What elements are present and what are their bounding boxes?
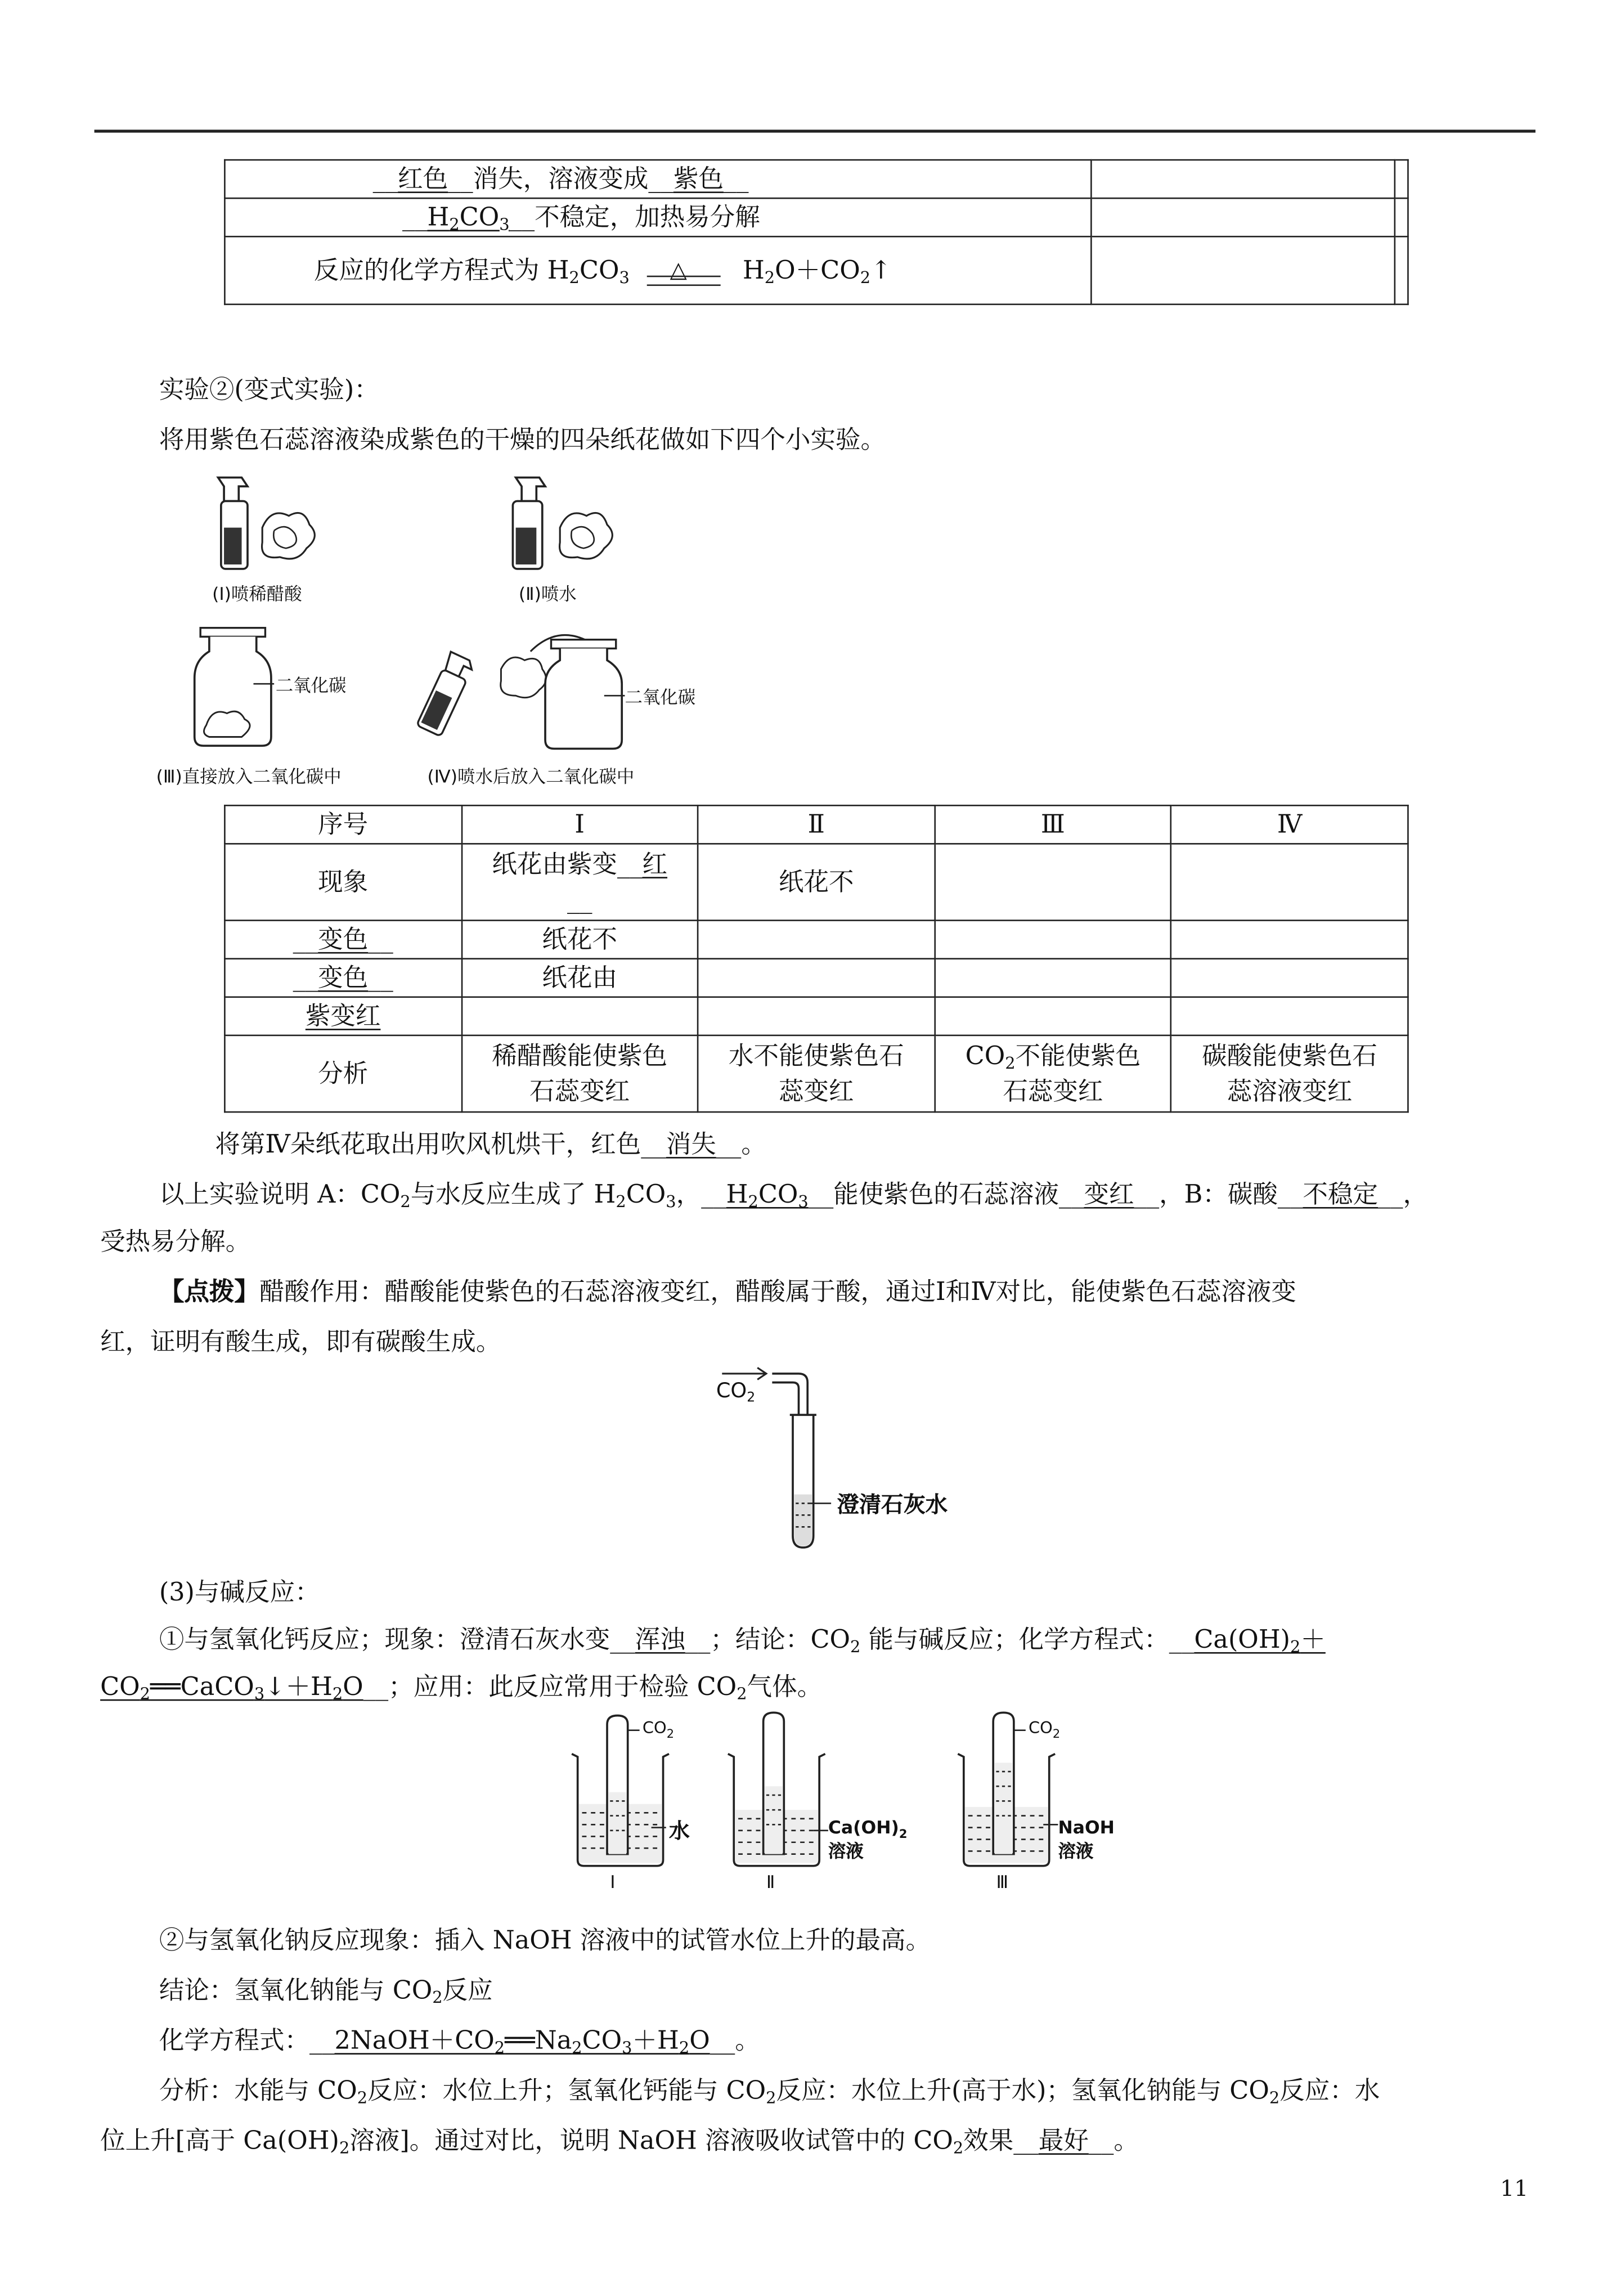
table-cell <box>1171 959 1408 997</box>
text: ①与氢氧化钙反应；现象：澄清石灰水变 <box>159 1625 610 1656</box>
table-cell <box>461 1035 698 1112</box>
text: 分析：水能与 CO <box>159 2077 357 2106</box>
co2-label <box>1029 1718 1061 1741</box>
text: 效果 <box>963 2127 1014 2156</box>
text: ＋H <box>632 2026 679 2056</box>
subscript: 2 <box>339 2138 350 2158</box>
top-table-cell <box>1092 198 1395 236</box>
table-row-label: 现象 <box>224 844 461 920</box>
tip <box>159 1271 1296 1307</box>
beaker-number: Ⅱ <box>766 1872 775 1893</box>
co2-label <box>716 1379 756 1406</box>
text: CO <box>579 255 619 285</box>
text: O <box>689 2026 710 2056</box>
subscript: 3 <box>619 267 630 287</box>
table-row-label <box>224 997 461 1035</box>
table-cell <box>1171 997 1408 1035</box>
beaker-number: Ⅰ <box>610 1872 616 1893</box>
subscript: 3 <box>622 2038 632 2058</box>
text: 位上升[高于 Ca(OH) <box>100 2127 339 2156</box>
table-header: 序号 <box>224 805 461 844</box>
gas-label: 二氧化碳 <box>625 687 696 708</box>
top-table-cell <box>1092 160 1395 198</box>
text: 蕊变红 <box>778 1077 854 1106</box>
table-cell <box>935 959 1171 997</box>
spray-water-figure <box>501 469 648 575</box>
paragraph <box>159 2069 1380 2106</box>
subscript: 2 <box>616 1192 626 1212</box>
text: 蕊溶液变红 <box>1227 1077 1353 1106</box>
paragraph: 受热易分解。 <box>100 1227 251 1258</box>
subscript: 2 <box>666 1727 675 1741</box>
answer-text: 红色 <box>398 164 448 194</box>
double-line <box>646 275 720 285</box>
subscript: 2 <box>432 1988 443 2008</box>
text: 石蕊变红 <box>1003 1077 1103 1106</box>
text: CO <box>626 1180 666 1210</box>
spray-then-jar-figure <box>412 619 648 752</box>
text: CO <box>642 1718 667 1738</box>
table-cell <box>1171 921 1408 959</box>
top-table-cell <box>1395 160 1408 198</box>
answer-text <box>100 1673 363 1702</box>
text: 将第Ⅳ朵纸花取出用吹风机烘干，红色 <box>215 1130 641 1160</box>
text: CO <box>1029 1718 1053 1738</box>
answer-text: 紫变红 <box>305 1001 381 1031</box>
text: 碳酸能使紫色石 <box>1202 1041 1377 1071</box>
gas-label: 二氧化碳 <box>275 675 347 696</box>
figure-caption: (Ⅳ)喷水后放入二氧化碳中 <box>427 766 635 787</box>
subscript: 3 <box>666 1192 676 1212</box>
subscript: 2 <box>1290 1637 1301 1657</box>
spray-vinegar-figure <box>203 469 351 575</box>
text: 不能使紫色 <box>1015 1041 1141 1071</box>
subscript: 2 <box>449 214 460 234</box>
text: 。 <box>1113 2127 1139 2156</box>
co2-label <box>642 1718 675 1741</box>
answer-text: 消失 <box>666 1130 716 1160</box>
paragraph: $CO_2══CaCO_3↓+H_2O\_\_$；应用：此反应常用于检验 $CO_2$气体。 <box>100 1672 823 1704</box>
text: 醋酸作用：醋酸能使紫色的石蕊溶液变红，醋酸属于酸，通过Ⅰ和Ⅳ对比，能使紫色石蕊溶液变 <box>259 1277 1296 1308</box>
text: O <box>343 1672 363 1702</box>
text: 。 <box>741 1130 766 1160</box>
table-cell <box>1171 844 1408 920</box>
answer-text <box>1194 1626 1326 1655</box>
section-title: (3)与碱反应： <box>159 1578 320 1608</box>
answer-text: 不稳定 <box>1303 1180 1378 1210</box>
text: CO <box>582 2026 622 2056</box>
text: ↓＋H <box>264 1672 333 1702</box>
top-table-cell <box>1395 236 1408 304</box>
text: 消失，溶液变成 <box>473 164 649 194</box>
answer-text: 变色 <box>318 963 369 993</box>
table-cell <box>461 997 698 1035</box>
top-table-cell <box>1395 198 1408 236</box>
top-table-cell: $\_\_H_2CO_3\_\_$不稳定，加热易分解 <box>224 198 1092 236</box>
table-cell: 纸花不 <box>461 921 698 959</box>
paragraph: ②与氢氧化钠反应现象：插入 NaOH 溶液中的试管水位上升的最高。 <box>159 1926 931 1956</box>
subscript: 2 <box>1269 2088 1280 2108</box>
top-table-cell: __红色__消失，溶液变成__紫色__ <box>224 160 1092 198</box>
header-rule <box>95 129 1535 132</box>
subscript: 2 <box>748 1192 758 1212</box>
table-cell <box>935 997 1171 1035</box>
paragraph: 将第Ⅳ朵纸花取出用吹风机烘干，红色__消失__。 <box>215 1130 766 1160</box>
text: CO <box>459 203 500 232</box>
text: CO <box>965 1041 1005 1071</box>
subscript: 2 <box>764 267 775 287</box>
subscript: 2 <box>1005 1053 1016 1073</box>
text: Ca(OH) <box>828 1817 899 1838</box>
table-cell <box>698 959 935 997</box>
text: ══CaCO <box>150 1672 254 1702</box>
subscript: 2 <box>953 2138 964 2158</box>
table-row-label: __变色__ <box>224 959 461 997</box>
equation-text: 反应的化学方程式为 H <box>313 255 569 285</box>
answer-text: 最好 <box>1038 2127 1089 2156</box>
text: 化学方程式： <box>159 2026 309 2056</box>
table-cell <box>935 921 1171 959</box>
text: 水不能使紫色石 <box>728 1041 904 1071</box>
text: 反应：水 <box>1279 2077 1380 2106</box>
text: O＋CO <box>775 255 860 285</box>
top-table-cell <box>224 236 1092 304</box>
text: NaOH <box>1058 1817 1115 1838</box>
text: ；结论：CO <box>710 1625 851 1656</box>
paragraph: 以上实验说明 A：$CO_2$与水反应生成了 $H_2CO_3$，$\_\_H_2CO_3\_\_$能使紫色的石蕊溶液__变红__，B：碳酸__不稳定__， <box>159 1180 1429 1212</box>
text: CO <box>100 1672 140 1702</box>
table-row-label: 分析 <box>224 1035 461 1112</box>
text: ， <box>1403 1180 1429 1210</box>
table-cell <box>935 1035 1171 1112</box>
table-header: Ⅲ <box>935 805 1171 844</box>
text: H <box>726 1180 748 1210</box>
text: 石蕊变红 <box>529 1077 630 1106</box>
subscript: 2 <box>494 2038 505 2058</box>
table-cell <box>698 997 935 1035</box>
subscript: 2 <box>332 1684 343 1704</box>
text: H <box>427 203 450 232</box>
text: 稀醋酸能使紫色 <box>492 1041 668 1071</box>
subscript: 2 <box>400 1192 411 1212</box>
answer-text: 浑浊 <box>635 1625 685 1656</box>
text: ，B：碳酸 <box>1159 1180 1278 1210</box>
table-cell: 纸花由紫变__红 __ <box>461 844 698 920</box>
paragraph: ①与氢氧化钙反应；现象：澄清石灰水变__浑浊__；结论：$CO_2$ 能与碱反应；化学方程式：$\_\_Ca(OH)_2+$ <box>159 1625 1326 1657</box>
caoh2-label <box>828 1816 908 1863</box>
text: Ca(OH) <box>1194 1625 1291 1656</box>
table-row-label: __变色__ <box>224 921 461 959</box>
heat-symbol: △ <box>670 255 687 282</box>
top-table-cell <box>1092 236 1395 304</box>
text: CO <box>716 1379 747 1403</box>
section-title: 实验②(变式实验)： <box>159 375 379 406</box>
subscript: 2 <box>1052 1727 1061 1741</box>
text: 不稳定，加热易分解 <box>535 203 760 232</box>
subscript: 2 <box>572 2038 582 2058</box>
text: 以上实验说明 A：CO <box>159 1180 401 1210</box>
answer-text: 红 <box>642 849 668 880</box>
text: ＋ <box>1300 1625 1326 1656</box>
text: 溶液 <box>1058 1841 1094 1862</box>
text: 气体。 <box>747 1672 823 1702</box>
table-header: Ⅰ <box>461 805 698 844</box>
paragraph: 将用紫色石蕊溶液染成紫色的干燥的四朵纸花做如下四个小实验。 <box>159 425 886 456</box>
paragraph: 化学方程式：$\_\_2NaOH+CO_2══Na_2CO_3+H_2O\_\_$。 <box>159 2026 760 2058</box>
text: 反应：水位上升(高于水)；氢氧化钠能与 CO <box>776 2077 1269 2106</box>
table-header: Ⅱ <box>698 805 935 844</box>
figure-caption: (Ⅲ)直接放入二氧化碳中 <box>156 766 342 787</box>
top-table <box>224 159 1409 305</box>
text: ══Na <box>505 2026 572 2056</box>
figure-caption: (Ⅰ)喷稀醋酸 <box>212 584 302 604</box>
text: CO <box>758 1180 798 1210</box>
subscript: 2 <box>860 267 871 287</box>
table-cell <box>698 1035 935 1112</box>
paragraph: 位上升[高于 $Ca(OH)_2$溶液]。通过对比，说明 NaOH 溶液吸收试管中的 $CO_2$效果__最好__。 <box>100 2127 1139 2158</box>
subscript: 3 <box>798 1192 809 1212</box>
subscript: 2 <box>747 1391 756 1406</box>
subscript: 2 <box>357 2088 368 2108</box>
table-cell <box>935 844 1171 920</box>
text: 与水反应生成了 H <box>410 1180 616 1210</box>
naoh-label <box>1058 1816 1115 1863</box>
answer-text: 变色 <box>318 925 369 954</box>
experiment-table <box>224 805 1409 1113</box>
table-cell <box>698 921 935 959</box>
answer-text <box>428 203 510 232</box>
subscript: 2 <box>679 2038 690 2058</box>
subscript: 2 <box>737 1684 747 1704</box>
answer-text <box>726 1181 809 1210</box>
beaker-number: Ⅲ <box>996 1872 1009 1893</box>
answer-text: 紫色 <box>673 164 724 194</box>
text: ↑ <box>870 255 892 285</box>
text: 反应：水位上升；氢氧化钙能与 CO <box>367 2077 766 2106</box>
text: 溶液]。通过对比，说明 NaOH 溶液吸收试管中的 CO <box>349 2127 953 2156</box>
text: ；应用：此反应常用于检验 CO <box>388 1672 737 1702</box>
text: 能与碱反应；化学方程式： <box>868 1625 1169 1656</box>
table-cell: 纸花由 <box>461 959 698 997</box>
subscript: 3 <box>254 1684 265 1704</box>
text: H <box>742 255 765 285</box>
text: 纸花由紫变 <box>492 849 617 880</box>
limewater-tube-figure <box>713 1367 1008 1550</box>
paragraph: 红，证明有酸生成，即有碳酸生成。 <box>100 1328 501 1358</box>
answer-text <box>335 2026 710 2056</box>
page-number: 11 <box>1500 2175 1529 2202</box>
subscript: 3 <box>499 214 510 234</box>
text: 溶液 <box>828 1841 864 1862</box>
limewater-label: 澄清石灰水 <box>837 1491 948 1518</box>
answer-text: 变红 <box>1084 1180 1134 1210</box>
text: 。 <box>735 2026 760 2056</box>
subscript: 2 <box>569 267 580 287</box>
text: 反应 <box>442 1976 493 2006</box>
subscript: 2 <box>850 1637 861 1657</box>
paragraph <box>159 1969 493 2006</box>
subscript: 2 <box>766 2088 776 2108</box>
table-cell: 纸花不 <box>698 844 935 920</box>
text: 能使紫色的石蕊溶液 <box>833 1180 1059 1210</box>
table-header: Ⅳ <box>1171 805 1408 844</box>
subscript: 2 <box>140 1684 151 1704</box>
table-cell <box>1171 1035 1408 1112</box>
subscript: 2 <box>899 1827 908 1841</box>
figure-caption: (Ⅱ)喷水 <box>518 584 577 604</box>
text: ， <box>676 1180 702 1210</box>
text: 2NaOH＋CO <box>334 2026 495 2056</box>
water-label: 水 <box>669 1820 690 1844</box>
text: 结论：氢氧化钠能与 CO <box>159 1976 433 2006</box>
tip-label: 【点拨】 <box>159 1277 259 1308</box>
